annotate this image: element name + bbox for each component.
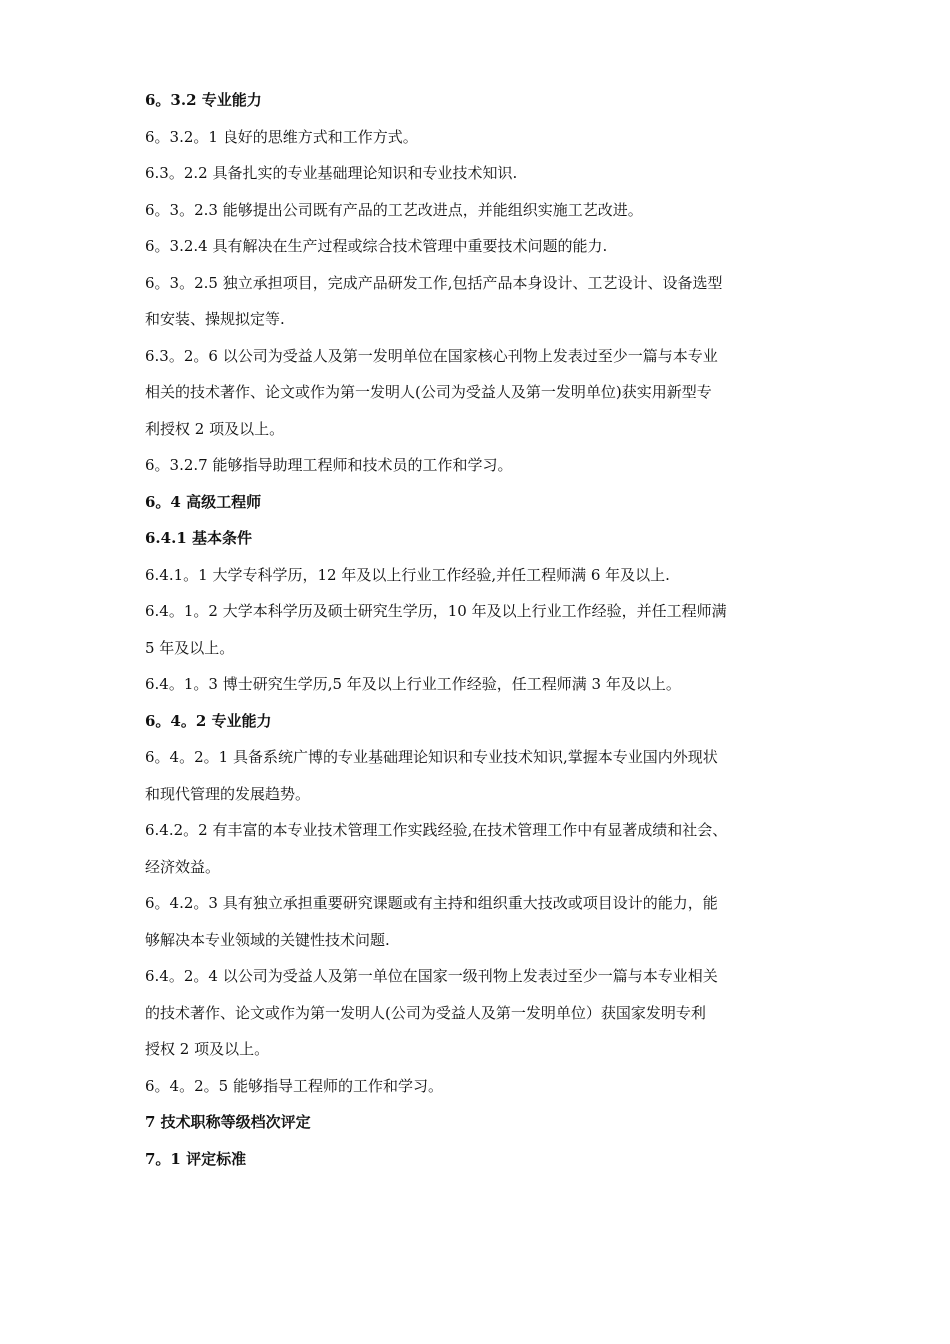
text-line: 经济效益。	[145, 857, 221, 876]
text-line: 6.4.1。1 大学专科学历，12 年及以上行业工作经验,并任工程师满 6 年及以上.	[145, 565, 670, 584]
text-line: 利授权 2 项及以上。	[145, 419, 285, 438]
text-line: 6。3。2.3 能够提出公司既有产品的工艺改进点，并能组织实施工艺改进。	[145, 200, 643, 219]
paragraph	[145, 958, 813, 1068]
paragraph	[145, 666, 813, 703]
paragraph	[145, 119, 813, 156]
section-heading	[145, 520, 813, 557]
paragraph	[145, 447, 813, 484]
text-line: 7。1 评定标准	[145, 1149, 247, 1168]
section-heading	[145, 484, 813, 521]
paragraph	[145, 1068, 813, 1105]
text-line: 相关的技术著作、论文或作为第一发明人(公司为受益人及第一发明单位)获实用新型专	[145, 383, 712, 401]
text-line: 6.4。1。3 博士研究生学历,5 年及以上行业工作经验，任工程师满 3 年及以上。	[145, 675, 681, 693]
section-heading	[145, 82, 813, 119]
text-line: 够解决本专业领域的关键性技术问题.	[145, 930, 390, 949]
text-line: 6。3.2.7 能够指导助理工程师和技术员的工作和学习。	[145, 456, 513, 474]
text-line: 和安装、操规拟定等.	[145, 310, 285, 328]
text-line: 6.3。2.2 具备扎实的专业基础理论知识和专业技术知识.	[145, 164, 518, 182]
text-line: 7 技术职称等级档次评定	[145, 1113, 311, 1131]
text-line: 6。3.2。1 良好的思维方式和工作方式。	[145, 127, 418, 146]
text-line: 6。4。2。5 能够指导工程师的工作和学习。	[145, 1076, 443, 1095]
text-line: 6.4.1 基本条件	[145, 529, 252, 547]
text-line: 6。3.2 专业能力	[145, 91, 262, 109]
text-line: 6。3.2.4 具有解决在生产过程或综合技术管理中重要技术问题的能力.	[145, 237, 608, 255]
text-line: 和现代管理的发展趋势。	[145, 784, 311, 803]
paragraph	[145, 192, 813, 229]
section-heading	[145, 1104, 813, 1141]
text-line: 6.3。2。6 以公司为受益人及第一发明单位在国家核心刊物上发表过至少一篇与本专业	[145, 346, 718, 365]
text-line: 的技术著作、论文或作为第一发明人(公司为受益人及第一发明单位）获国家发明专利	[145, 1003, 706, 1022]
text-line: 5 年及以上。	[145, 638, 235, 657]
section-heading	[145, 1141, 813, 1178]
text-line: 6.4.2。2 有丰富的本专业技术管理工作实践经验,在技术管理工作中有显著成绩和社会、	[145, 821, 728, 839]
paragraph	[145, 885, 813, 958]
paragraph	[145, 557, 813, 594]
paragraph	[145, 739, 813, 812]
text-line: 6。4。2 专业能力	[145, 711, 272, 730]
paragraph	[145, 812, 813, 885]
document-body	[145, 82, 813, 1177]
text-line: 6.4。1。2 大学本科学历及硕士研究生学历，10 年及以上行业工作经验，并任工程师满	[145, 602, 727, 620]
section-heading	[145, 703, 813, 740]
paragraph	[145, 228, 813, 265]
paragraph	[145, 265, 813, 338]
paragraph	[145, 593, 813, 666]
text-line: 6.4。2。4 以公司为受益人及第一单位在国家一级刊物上发表过至少一篇与本专业相关	[145, 967, 718, 985]
text-line: 6。4.2。3 具有独立承担重要研究课题或有主持和组织重大技改或项目设计的能力，能	[145, 894, 718, 912]
text-line: 6。4 高级工程师	[145, 492, 262, 511]
text-line: 6。4。2。1 具备系统广博的专业基础理论知识和专业技术知识,掌握本专业国内外现状	[145, 748, 718, 766]
text-line: 6。3。2.5 独立承担项目，完成产品研发工作,包括产品本身设计、工艺设计、设备选型	[145, 273, 723, 292]
paragraph	[145, 155, 813, 192]
text-line: 授权 2 项及以上。	[145, 1040, 270, 1058]
paragraph	[145, 338, 813, 448]
